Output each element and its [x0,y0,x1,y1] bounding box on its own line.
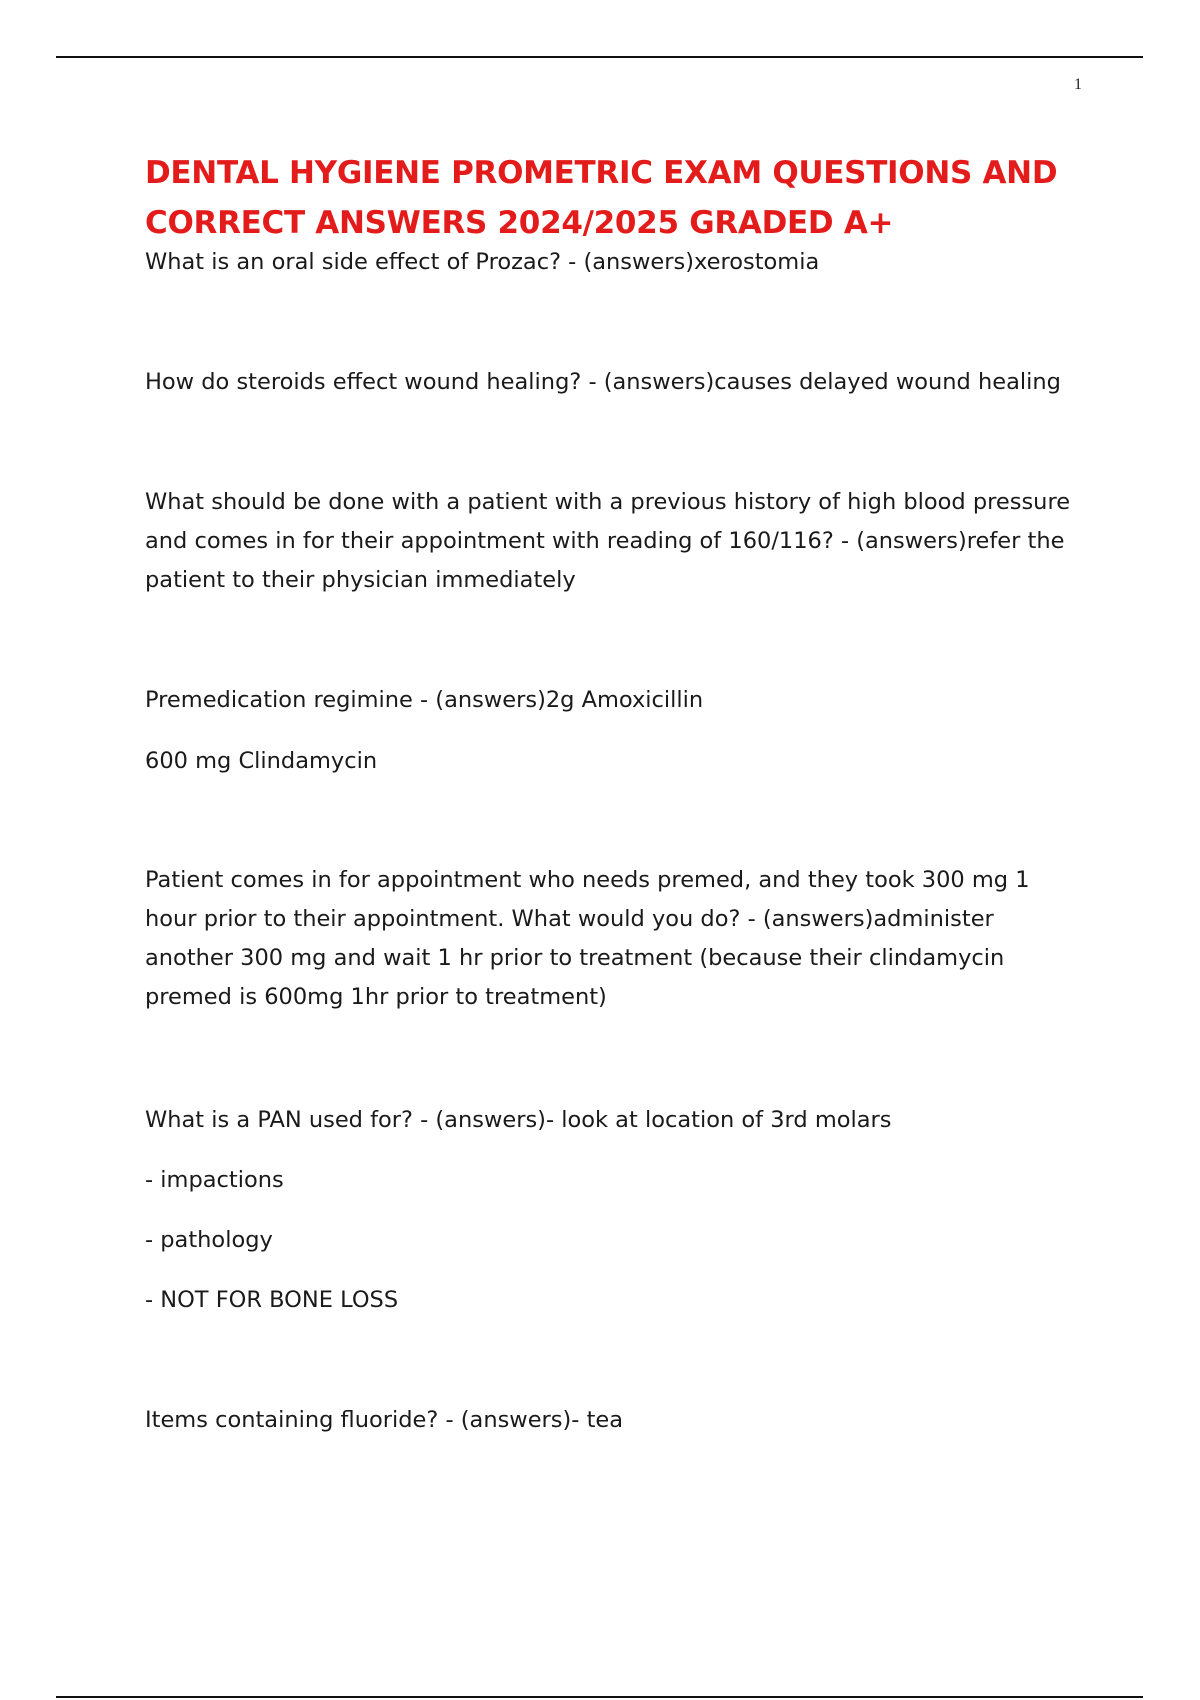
qa-paragraph: Premedication regimine - (answers)2g Amoxicillin [145,687,704,713]
footer-rule [56,1696,1143,1698]
qa-paragraph: What is a PAN used for? - (answers)- look at location of 3rd molars [145,1107,892,1133]
qa-paragraph: How do steroids effect wound healing? - (answers)causes delayed wound healing [145,369,1061,395]
qa-paragraph: What should be done with a patient with a previous history of high blood pressure and comes in for their appointment with reading of 160/116? - (answers)refer the patient to their physician immediately [145,489,1078,593]
qa-paragraph: Patient comes in for appointment who needs premed, and they took 300 mg 1 hour prior to their appointment. What would you do? - (answers)administer another 300 mg and wait 1 hr prior to treatment (because their clindamycin premed is 600mg 1hr prior to treatment) [145,867,1037,1010]
qa-paragraph: 600 mg Clindamycin [145,748,378,774]
list-item: - pathology [145,1227,273,1253]
qa-paragraph: What is an oral side effect of Prozac? - (answers)xerostomia [145,249,820,275]
document-title: DENTAL HYGIENE PROMETRIC EXAM QUESTIONS AND CORRECT ANSWERS 2024/2025 GRADED A+ [145,155,1058,241]
page-number: 1 [1074,76,1082,93]
header-rule [56,56,1143,58]
list-item: - NOT FOR BONE LOSS [145,1287,399,1313]
qa-paragraph: Items containing fluoride? - (answers)- tea [145,1407,624,1433]
list-item: - impactions [145,1167,284,1193]
